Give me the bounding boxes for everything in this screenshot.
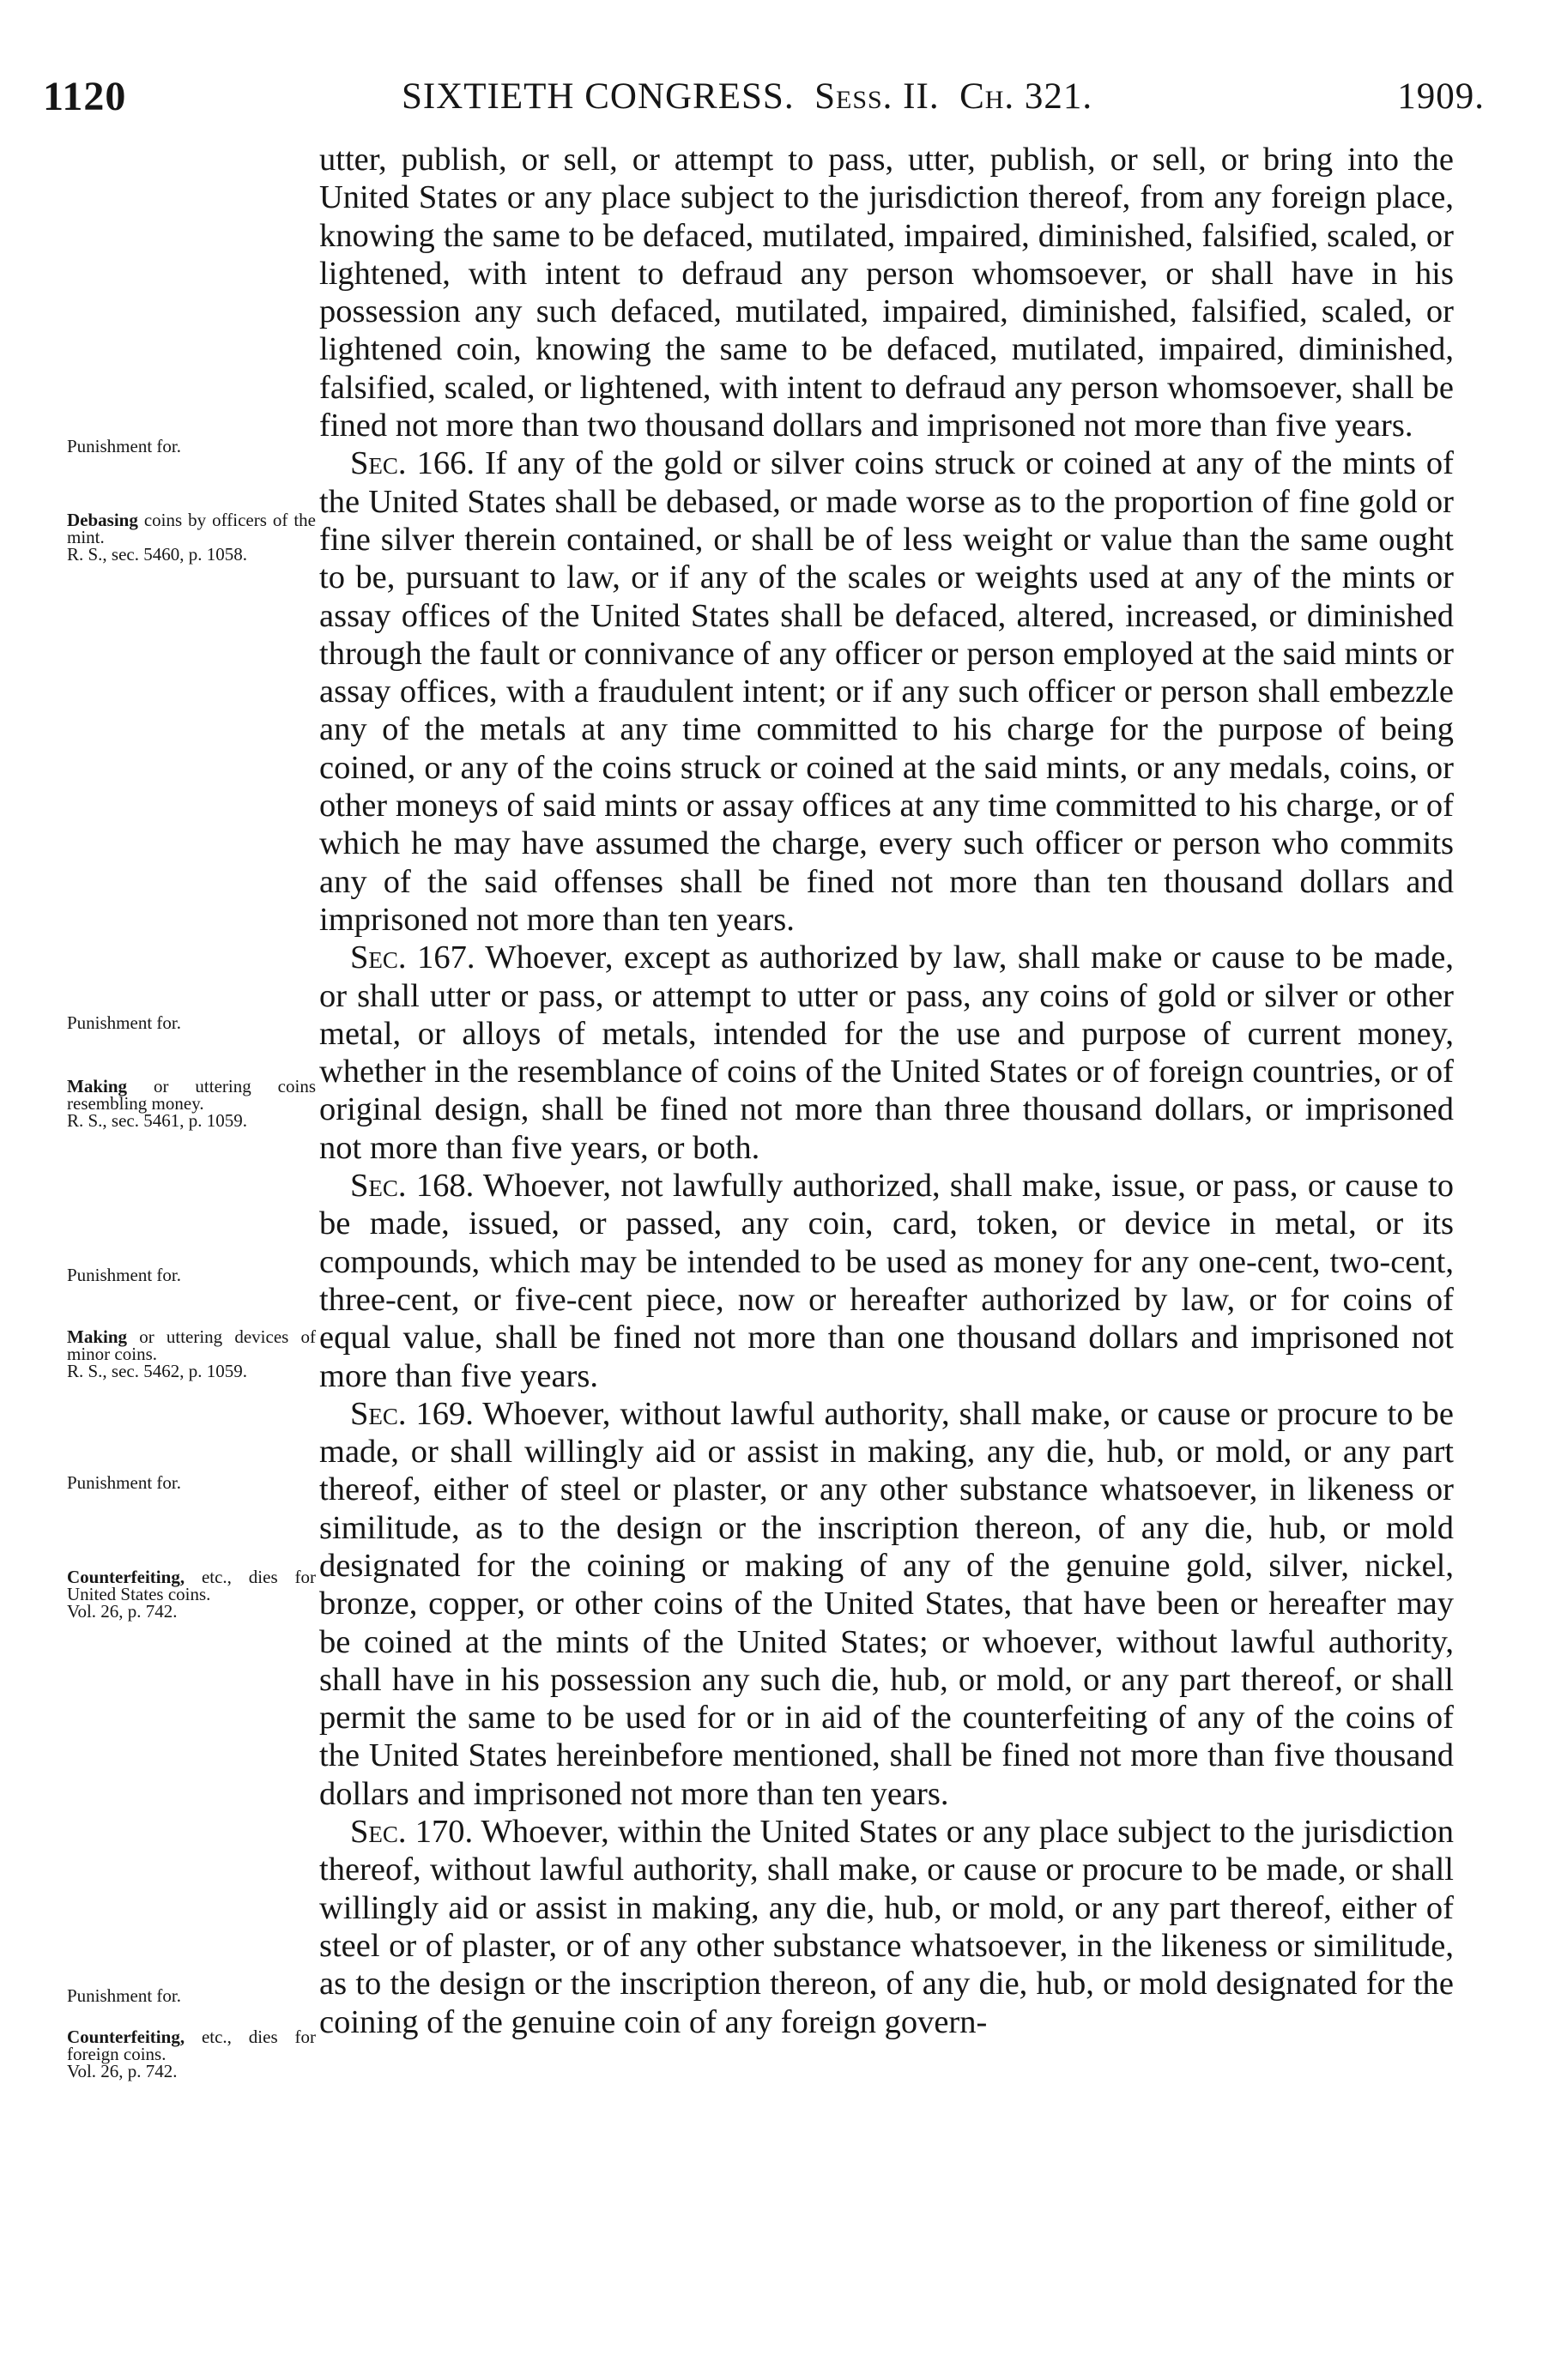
margin-note-lead: Counterfeiting, — [67, 2027, 185, 2047]
section-number: Sec. 167. — [350, 939, 475, 976]
margin-note-text: or uttering coins resembling money. — [67, 1076, 316, 1114]
congress-title: SIXTIETH CONGRESS. — [402, 76, 795, 117]
section-number: Sec. 170. — [350, 1814, 474, 1851]
margin-note-counterfeiting-foreign-dies — [67, 2028, 316, 2080]
margin-note-citation: R. S., sec. 5460, p. 1058. — [67, 544, 247, 565]
paragraph-text: utter, publish, or sell, or attempt to pass, utter, publish, or sell, or bring into the United States or any place subject to the jurisdiction thereof, from any foreign place, knowing the same to be defaced, mutilated, impaired, diminished, falsified, scaled, or lightened, with intent to defraud any person whomsoever, or shall have in his possession any such defaced, mutilated, impaired, diminished, falsified, scaled, or lightened coin, knowing the same to be defaced, mutilated, impaired, diminished, falsified, scaled, or lightened, with intent to defraud any person whomsoever, shall be fined not more than two thousand dollars and imprisoned not more than five years. — [319, 142, 1454, 444]
paragraph-text: Whoever, without lawful authority, shall make, or cause or procure to be made, or shall willingly aid or assist in making, any die, hub, or mold, or any part thereof, either of steel or plaster, or any other substance whatsoever, in likeness or similitude, as to the design or the inscription thereon, of any die, hub, or mold designated for the coining or making of any of the genuine gold, silver, nickel, bronze, copper, or other coins of the United States, that have been or hereafter may be coined at the mints of the United States; or whoever, without lawful authority, shall have in his possession any such die, hub, or mold, or any part thereof, or shall permit the same to be used for or in aid of the counterfeiting of any of the coins of the United States hereinbefore mentioned, shall be fined not more than five thousand dollars and imprisoned not more than ten years. — [319, 1395, 1454, 1812]
margin-note-making-coins-resembling-money — [67, 1078, 316, 1129]
margin-note-citation: Vol. 26, p. 742. — [67, 2061, 178, 2081]
margin-note-debasing-coins — [67, 511, 316, 563]
margin-note-text: Punishment for. — [67, 1472, 182, 1493]
margin-note-punishment — [67, 1474, 316, 1491]
paragraph-continuation — [319, 141, 1454, 444]
session-label: Sess. II. — [814, 76, 940, 117]
margin-note-citation: R. S., sec. 5461, p. 1059. — [67, 1110, 247, 1131]
paragraph-text: If any of the gold or silver coins struck or coined at any of the mints of the United States shall be debased, or made worse as to the proportion of fine gold or fine silver therein contained, or shall be of less weight or value than the same ought to be, pursuant to law, or if any of the scales or weights used at any of the mints or assay offices of the United States shall be defaced, altered, increased, or diminished through the fault or connivance of any officer or person employed at the said mints or assay offices, with a fraudulent intent; or if any such officer or person shall embezzle any of the metals at any time committed to his charge for the purpose of being coined, or any of the coins struck or coined at the said mints, or any medals, coins, or other moneys of said mints or assay offices at any time committed to his charge, or of which he may have assumed the charge, every such officer or person who commits any of the said offenses shall be fined not more than ten thousand dollars and imprisoned not more than ten years. — [319, 445, 1454, 938]
margin-note-punishment — [67, 438, 316, 455]
section-166 — [319, 444, 1454, 939]
page-number: 1120 — [43, 74, 127, 119]
margin-note-lead: Making — [67, 1326, 128, 1347]
margin-note-text: Punishment for. — [67, 1012, 182, 1033]
margin-note-minor-coin-devices — [67, 1328, 316, 1380]
margin-note-lead: Debasing — [67, 510, 138, 530]
margin-note-punishment — [67, 1014, 316, 1031]
paragraph-text: Whoever, within the United States or any place subject to the jurisdiction thereof, without lawful authority, shall make, or cause or procure to be made, or shall willingly aid or assist in making, any die, hub, or mold, or any part thereof, either of steel or of plaster, or of any other substance whatsoever, in the likeness or similitude, as to the design or the inscription thereon, of any die, hub, or mold designated for the coining of the genuine coin of any foreign govern- — [319, 1814, 1454, 2040]
body-text — [319, 141, 1454, 2041]
margin-note-text: or uttering devices of minor coins. — [67, 1326, 316, 1364]
margin-note-text: Punishment for. — [67, 436, 182, 456]
section-169 — [319, 1395, 1454, 1813]
margin-note-punishment — [67, 1266, 316, 1284]
section-number: Sec. 166. — [350, 445, 475, 482]
margin-note-citation: R. S., sec. 5462, p. 1059. — [67, 1361, 247, 1381]
section-170 — [319, 1813, 1454, 2041]
margin-note-text: etc., dies for foreign coins. — [67, 2027, 316, 2064]
margin-note-text: Punishment for. — [67, 1265, 182, 1285]
section-167 — [319, 939, 1454, 1167]
running-head — [402, 67, 1092, 127]
margin-note-lead: Making — [67, 1076, 128, 1096]
margin-note-counterfeiting-us-dies — [67, 1568, 316, 1620]
section-168 — [319, 1167, 1454, 1395]
year-label: 1909. — [1397, 76, 1485, 117]
section-number: Sec. 168. — [350, 1168, 475, 1205]
margin-note-citation: Vol. 26, p. 742. — [67, 1601, 178, 1622]
chapter-label: Ch. 321. — [959, 76, 1093, 117]
margin-note-text: etc., dies for United States coins. — [67, 1567, 316, 1604]
margin-note-punishment — [67, 1987, 316, 2004]
page-header — [43, 67, 1485, 127]
margin-note-text: Punishment for. — [67, 1985, 182, 2006]
margin-note-text: coins by officers of the mint. — [67, 510, 316, 547]
paragraph-text: Whoever, not lawfully authorized, shall make, issue, or pass, or cause to be made, issued, or passed, any coin, card, token, or device in metal, or its compounds, which may be intended to be used as money for any one-cent, two-cent, three-cent, or five-cent piece, now or hereafter authorized by law, or for coins of equal value, shall be fined not more than one thousand dollars and imprisoned not more than five years. — [319, 1168, 1454, 1394]
margin-note-lead: Counterfeiting, — [67, 1567, 185, 1587]
paragraph-text: Whoever, except as authorized by law, shall make or cause to be made, or shall utter or pass, or attempt to utter or pass, any coins of gold or silver or other metal, or alloys of metals, intended for the use and purpose of current money, whether in the resemblance of coins of the United States or of foreign countries, or of original design, shall be fined not more than three thousand dollars, or imprisoned not more than five years, or both. — [319, 939, 1454, 1166]
section-number: Sec. 169. — [350, 1395, 474, 1432]
